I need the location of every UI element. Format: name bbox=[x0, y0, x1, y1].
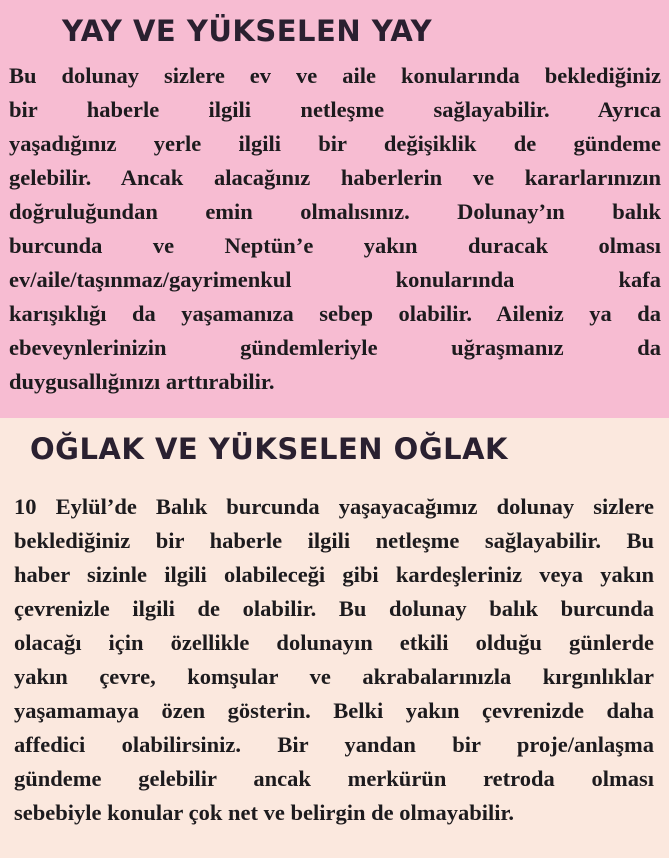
section-body-yay bbox=[9, 59, 661, 399]
body-line: çevrenizle ilgili de olabilir. Bu dolunay balık burcunda bbox=[14, 596, 654, 621]
section-yay bbox=[0, 0, 669, 418]
body-line: bir haberle ilgili netleşme sağlayabilir. Ayrıca bbox=[9, 97, 661, 122]
body-line: karışıklığı da yaşamanıza sebep olabilir. Aileniz ya da bbox=[9, 301, 661, 326]
body-line: sebebiyle konular çok net ve belirgin de olmayabilir. bbox=[14, 800, 515, 825]
body-line: duygusallığınızı arttırabilir. bbox=[9, 369, 275, 394]
body-line: doğruluğundan emin olmalısınız. Dolunay’ın balık bbox=[9, 199, 661, 224]
body-line: gündeme gelebilir ancak merkürün retroda olması bbox=[14, 766, 654, 791]
body-line: beklediğiniz bir haberle ilgili netleşme sağlayabilir. Bu bbox=[14, 528, 654, 553]
body-line: burcunda ve Neptün’e yakın duracak olması bbox=[9, 233, 661, 258]
body-line: yakın çevre, komşular ve akrabalarınızla kırgınlıklar bbox=[14, 664, 654, 689]
section-body-oglak bbox=[14, 490, 654, 830]
body-line: ev/aile/taşınmaz/gayrimenkul konularında kafa bbox=[9, 267, 661, 292]
body-line: yaşamamaya özen gösterin. Belki yakın çevrenizde daha bbox=[14, 698, 654, 723]
body-line: ebeveynlerinizin gündemleriyle uğraşmanız da bbox=[9, 335, 661, 360]
body-line: Bu dolunay sizlere ev ve aile konularında beklediğiniz bbox=[9, 63, 661, 88]
body-line: affedici olabilirsiniz. Bir yandan bir proje/anlaşma bbox=[14, 732, 654, 757]
body-line: haber sizinle ilgili olabileceği gibi kardeşleriniz veya yakın bbox=[14, 562, 654, 587]
body-line: olacağı için özellikle dolunayın etkili olduğu günlerde bbox=[14, 630, 654, 655]
body-line: gelebilir. Ancak alacağınız haberlerin ve kararlarınızın bbox=[9, 165, 661, 190]
section-heading-yay: YAY VE YÜKSELEN YAY bbox=[62, 14, 433, 48]
body-line: 10 Eylül’de Balık burcunda yaşayacağımız dolunay sizlere bbox=[14, 494, 654, 519]
section-oglak bbox=[0, 418, 669, 858]
body-line: yaşadığınız yerle ilgili bir değişiklik de gündeme bbox=[9, 131, 661, 156]
section-heading-oglak: OĞLAK VE YÜKSELEN OĞLAK bbox=[30, 432, 509, 466]
